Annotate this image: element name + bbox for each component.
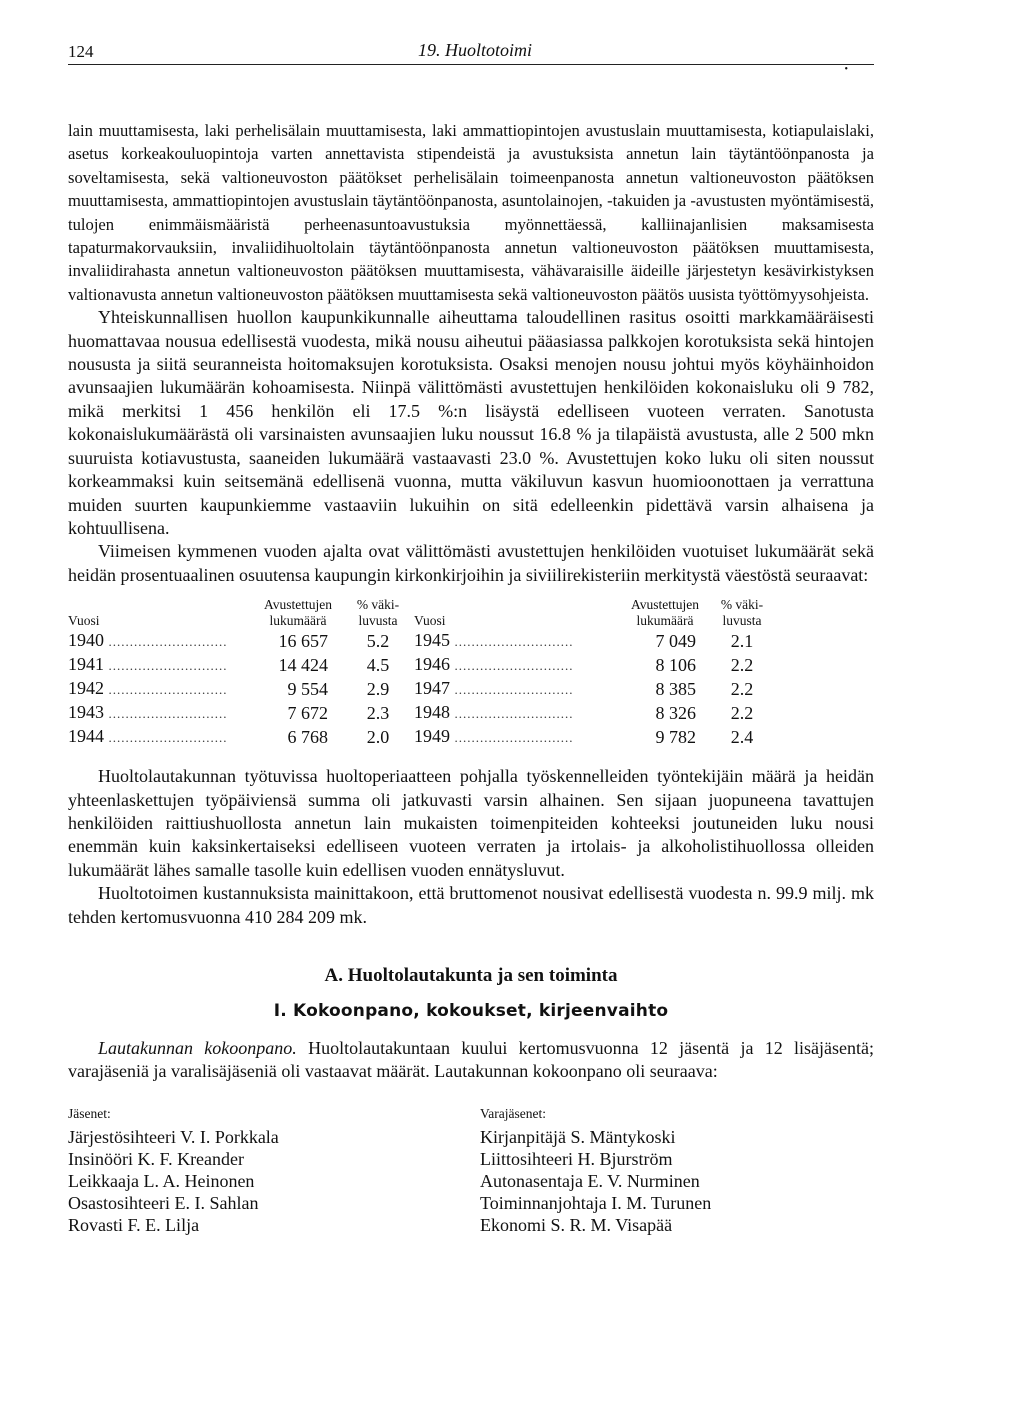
year-value: 1945: [414, 630, 450, 651]
deputies-label: Varajäsenet:: [480, 1105, 546, 1121]
table-row: [68, 653, 770, 677]
member-lists: [68, 1106, 874, 1246]
members-column: [68, 1106, 279, 1236]
page-number: 124: [68, 42, 94, 61]
leader-dots: ............................: [108, 658, 228, 674]
member-item: Osastosihteeri E. I. Sahlan: [68, 1192, 259, 1213]
pct-cell: 2.0: [366, 727, 390, 748]
pct-cell: 5.2: [366, 631, 390, 652]
document-page: [68, 34, 874, 1246]
year-cell: [414, 629, 616, 653]
pct-cell: 2.2: [730, 679, 754, 700]
count-cell: 14 424: [278, 655, 328, 676]
year-cell: [414, 653, 616, 677]
col-header-count-line2: lukumäärä: [269, 613, 327, 629]
count-cell: 8 385: [655, 679, 696, 700]
running-title: 19. Huoltotoimi: [418, 40, 533, 60]
count-cell: 8 106: [655, 655, 696, 676]
count-cell: 16 657: [278, 631, 328, 652]
composition-text: Huoltolautakuntaan kuului kertomusvuonna 12 jäsentä ja 12 lisäjäsentä; varajäseniä ja varalisäjäseniä oli vastaavat määrät. Lautakunnan kokoonpano oli seuraava:: [68, 1037, 874, 1082]
year-value: 1941: [68, 654, 104, 675]
count-cell: 7 672: [287, 703, 328, 724]
paragraph-costs: Huoltotoimen kustannuksista mainittakoon, että bruttomenot nousivat edellisestä vuodesta n. 99.9 milj. mk tehden kertomusvuonna 410 284 209 mk.: [68, 883, 874, 927]
col-header-pct-line2: luvusta: [358, 613, 398, 629]
deputy-item: Toiminnanjohtaja I. M. Turunen: [480, 1192, 712, 1213]
paragraph-composition: [68, 1037, 874, 1084]
pct-cell: 2.2: [730, 703, 754, 724]
members-label: Jäsenet:: [68, 1105, 111, 1121]
year-value: 1946: [414, 654, 450, 675]
year-value: 1949: [414, 726, 450, 747]
col-header-count-2: [616, 597, 714, 629]
year-value: 1947: [414, 678, 450, 699]
leader-dots: ............................: [454, 730, 574, 746]
col-header-count-2-line2: lukumäärä: [636, 613, 694, 629]
pct-cell: 2.2: [730, 655, 754, 676]
year-cell: [68, 725, 254, 749]
leader-dots: ............................: [454, 634, 574, 650]
leader-dots: ............................: [454, 682, 574, 698]
col-header-pct-2: [714, 597, 770, 629]
section-heading-a: A. Huoltolautakunta ja sen toiminta: [324, 964, 618, 986]
leader-dots: ............................: [108, 682, 228, 698]
table-row: [68, 725, 770, 749]
col-header-pct-2-line1: % väki-: [720, 597, 764, 613]
deputy-item: Autonasentaja E. V. Nurminen: [480, 1170, 700, 1191]
year-value: 1942: [68, 678, 104, 699]
col-header-count-2-line1: Avustettujen: [631, 597, 699, 613]
leader-dots: ............................: [454, 658, 574, 674]
table-header-row: [68, 597, 770, 629]
member-item: Insinööri K. F. Kreander: [68, 1148, 245, 1169]
year-cell: [414, 725, 616, 749]
count-cell: 9 782: [655, 727, 696, 748]
table-row: [68, 701, 770, 725]
deputy-item: Ekonomi S. R. M. Visapää: [480, 1214, 673, 1235]
col-header-pct-line1: % väki-: [356, 597, 400, 613]
year-cell: [68, 701, 254, 725]
table-row: [68, 677, 770, 701]
col-header-count-line1: Avustettujen: [264, 597, 332, 613]
member-item: Järjestösihteeri V. I. Porkkala: [68, 1126, 279, 1147]
paragraph-workhouses: Huoltolautakunnan työtuvissa huoltoperiaatteen pohjalla työskennelleiden työntekijäin määrä ja heidän yhteenlaskettujen työpäiviensä summa oli jatkuvasti varsin alhainen. Sen sijaan juopuneena tavattujen henkilöiden raittiushuollosta annetun lain mukaisten toimenpiteiden kohteeksi joutuneiden luku nousi enemmän kuin kaksinkertaiseksi edelliseen vuoteen verraten ja irtolais- ja alkoholistihuollossa olleiden lukumäärät lähes samalle tasolle kuin edellisen vuoden ennätysluvut.: [68, 766, 874, 880]
leader-dots: ............................: [108, 706, 228, 722]
col-header-pct: [342, 597, 414, 629]
composition-lead: Lautakunnan kokoonpano.: [98, 1037, 297, 1058]
col-header-count: [254, 597, 342, 629]
pct-cell: 2.9: [366, 679, 390, 700]
deputies-column: [480, 1106, 711, 1236]
pct-cell: 2.3: [366, 703, 390, 724]
deputy-item: Kirjanpitäjä S. Mäntykoski: [480, 1126, 676, 1147]
pct-cell: 4.5: [366, 655, 390, 676]
paragraph-economic-burden: Yhteiskunnallisen huollon kaupunkikunnalle aiheuttama taloudellinen rasitus osoitti markkamääräisesti huomattavaa nousua edellisestä vuodesta, mikä nousu aiheutui pääasiassa palkkojen korotuksista sekä hintojen noususta ja siitä seuranneista hoitomaksujen korotuksista. Osaksi menojen nousu johtui myös köyhäinhoidon avunsaajien lukumäärän kohoamisesta. Niinpä välittömästi avustettujen henkilöiden kokonaisluku oli 9 782, mikä merkitsi 1 456 henkilön eli 17.5 %:n lisäystä edelliseen vuoteen verraten. Sanotusta kokonaislukumäärästä oli varsinaisten avunsaajien luku noussut 16.8 % ja tilapäistä avustusta, alle 2 500 mkn suuruista kotiavustusta, saaneiden lukumäärä vastaavasti 23.0 %. Avustettujen koko luku oli siten noussut korkeammaksi kuin seitsemänä edellisenä vuonna, mutta väkiluvun kasvun huomioonottaen ja verrattuna muiden suurten kaupunkiemme vastaaviin lukuihin on sitä edelleenkin pidettävä varsin alhaisena ja kohtuullisena.: [68, 307, 874, 538]
count-cell: 7 049: [655, 631, 696, 652]
year-cell: [414, 701, 616, 725]
leader-dots: ............................: [108, 634, 228, 650]
leader-dots: ............................: [108, 730, 228, 746]
year-value: 1944: [68, 726, 104, 747]
leader-dots: ............................: [454, 706, 574, 722]
page-header: [68, 34, 874, 75]
year-cell: [414, 677, 616, 701]
year-value: 1948: [414, 702, 450, 723]
paragraph-ten-year-intro: Viimeisen kymmenen vuoden ajalta ovat välittömästi avustettujen henkilöiden vuotuiset lukumäärät sekä heidän prosentuaalinen osuutensa kaupungin kirkonkirjoihin ja siviilirekisteriin merkitystä väestöstä seuraavat:: [68, 541, 874, 585]
deputy-item: Liittosihteeri H. Bjurström: [480, 1148, 673, 1169]
section-heading-i: I. Kokoonpano, kokoukset, kirjeenvaihto: [273, 1000, 669, 1021]
header-dot: •: [844, 64, 848, 75]
pct-cell: 2.4: [730, 727, 754, 748]
col-header-year-2: Vuosi: [414, 613, 446, 629]
col-header-year: Vuosi: [68, 613, 100, 629]
count-cell: 6 768: [287, 727, 328, 748]
year-cell: [68, 629, 254, 653]
member-item: Leikkaaja L. A. Heinonen: [68, 1170, 255, 1191]
year-value: 1943: [68, 702, 104, 723]
year-cell: [68, 677, 254, 701]
member-item: Rovasti F. E. Lilja: [68, 1214, 200, 1235]
assisted-persons-table: [68, 597, 770, 749]
year-value: 1940: [68, 630, 104, 651]
paragraph-laws: lain muuttamisesta, laki perhelisälain muuttamisesta, laki ammattiopintojen avustuslain muuttamisesta, kotiapulaislaki, asetus korkeakouluopintoja varten annettavista stipendeistä ja avustuksista annetun lain täytäntöönpanosta ja soveltamisesta, sekä valtioneuvoston päätökset perhelisälain toimeenpanosta annetun valtioneuvoston päätöksen muuttamisesta, ammattiopintojen avustuslain täytäntöönpanosta, asuntolainojen, -takuiden ja -avustusten myöntämisestä, tulojen enimmäismääristä perheenasuntoavustuksia myönnettäessä, kalliinajanlisien maksamisesta tapaturmakorvauksiin, invaliidihuoltolain täytäntöönpanosta annetun valtioneuvoston päätöksen muuttamisesta, invaliidirahasta annetun valtioneuvoston päätöksen muuttamisesta, vähävaraisille äideille järjestetyn kesävirkistyksen valtionavusta annetun valtioneuvoston päätöksen muuttamisesta sekä valtioneuvoston päätös uusista työttömyysohjeista.: [68, 121, 874, 304]
table-row: [68, 629, 770, 653]
col-header-pct-2-line2: luvusta: [722, 613, 762, 629]
year-cell: [68, 653, 254, 677]
count-cell: 9 554: [287, 679, 328, 700]
pct-cell: 2.1: [730, 631, 754, 652]
count-cell: 8 326: [655, 703, 696, 724]
